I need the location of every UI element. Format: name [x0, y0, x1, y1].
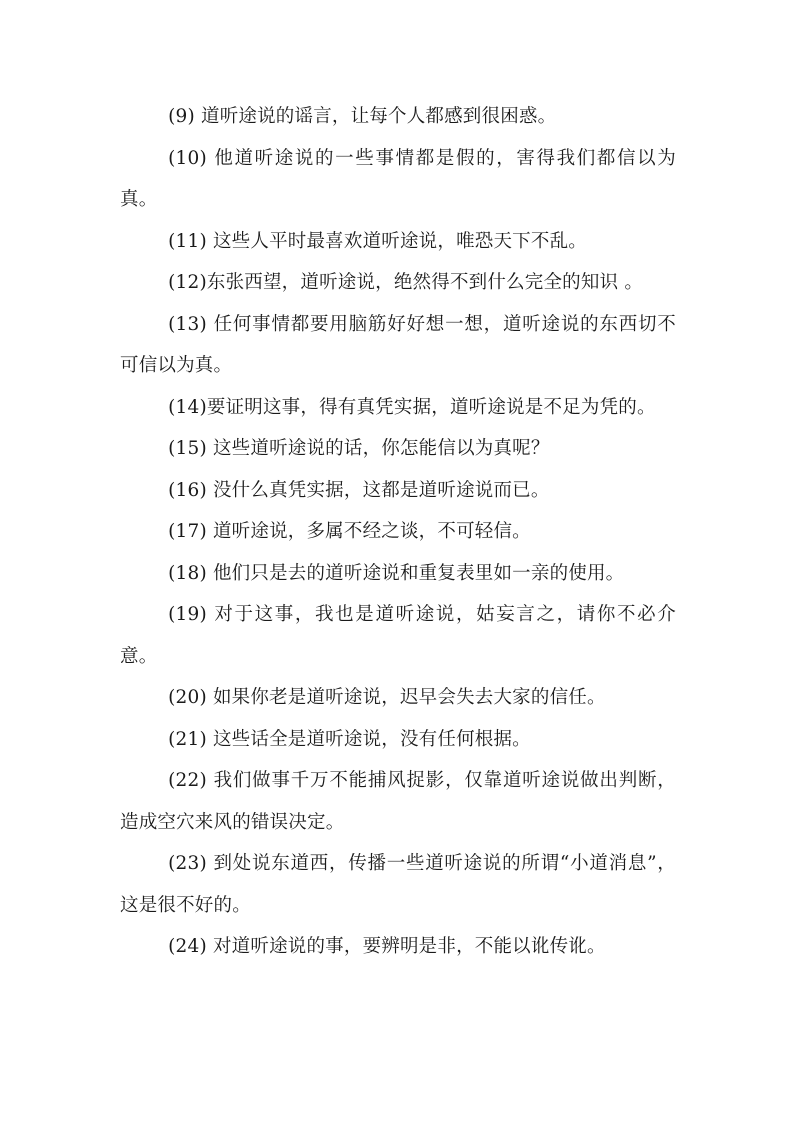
- sentence-19: [120, 594, 676, 677]
- sentence-text: 如果你老是道听途说，迟早会失去大家的信任。: [212, 687, 606, 708]
- sentence-number: (16): [168, 479, 207, 501]
- sentence-number: (24): [168, 936, 207, 957]
- sentence-text: 任何事情都要用脑筋好好想一想，道听途说的东西切不可信以为真。: [120, 313, 676, 376]
- sentence-11: [120, 221, 676, 263]
- sentence-text: 要证明这事，得有真凭实据，道听途说是不足为凭的。: [206, 396, 656, 418]
- sentence-17: [120, 511, 676, 553]
- sentence-9: [120, 96, 676, 138]
- sentence-20: [120, 677, 676, 719]
- sentence-text: 他们只是去的道听途说和重复表里如一亲的使用。: [212, 562, 625, 584]
- sentence-24: [120, 926, 676, 968]
- sentence-text: 他道听途说的一些事情都是假的，害得我们都信以为真。: [120, 147, 676, 210]
- sentence-text: 这些道听途说的话，你怎能信以为真呢？: [212, 438, 550, 459]
- sentence-21: [120, 719, 676, 761]
- sentence-number: (12): [168, 272, 207, 293]
- sentence-number: (17): [168, 521, 207, 542]
- sentence-text: 我们做事千万不能捕风捉影，仅靠道听途说做出判断，造成空穴来风的错误决定。: [120, 770, 676, 833]
- sentence-number: (13): [168, 313, 207, 335]
- document-body: [120, 96, 676, 968]
- sentence-16: [120, 470, 676, 512]
- sentence-number: (11): [168, 230, 207, 252]
- sentence-text: 道听途说的谣言，让每个人都感到很困惑。: [201, 106, 557, 127]
- sentence-12: [120, 262, 676, 304]
- sentence-number: (10): [168, 147, 207, 169]
- sentence-number: (14): [168, 396, 207, 418]
- sentence-10: [120, 138, 676, 221]
- sentence-14: [120, 387, 676, 429]
- sentence-text: 这些人平时最喜欢道听途说，唯恐天下不乱。: [212, 230, 587, 252]
- sentence-number: (9): [168, 106, 195, 127]
- sentence-text: 这些话全是道听途说，没有任何根据。: [212, 728, 531, 750]
- sentence-text: 东张西望，道听途说，绝然得不到什么完全的知识 。: [206, 272, 644, 293]
- sentence-15: [120, 428, 676, 470]
- sentence-number: (18): [168, 562, 207, 584]
- sentence-number: (15): [168, 438, 207, 459]
- sentence-18: [120, 553, 676, 595]
- sentence-number: (23): [168, 853, 207, 874]
- sentence-23: [120, 843, 676, 926]
- sentence-number: (19): [168, 604, 207, 625]
- sentence-text: 到处说东道西，传播一些道听途说的所谓“小道消息”，这是很不好的。: [120, 853, 676, 916]
- sentence-number: (20): [168, 687, 207, 708]
- sentence-text: 对道听途说的事，要辨明是非，不能以讹传讹。: [212, 936, 606, 957]
- sentence-number: (21): [168, 728, 207, 750]
- sentence-22: [120, 760, 676, 843]
- sentence-text: 对于这事，我也是道听途说，姑妄言之，请你不必介意。: [120, 604, 676, 667]
- sentence-text: 道听途说，多属不经之谈，不可轻信。: [212, 521, 531, 542]
- sentence-text: 没什么真凭实据，这都是道听途说而已。: [212, 479, 550, 501]
- sentence-13: [120, 304, 676, 387]
- sentence-number: (22): [168, 770, 207, 791]
